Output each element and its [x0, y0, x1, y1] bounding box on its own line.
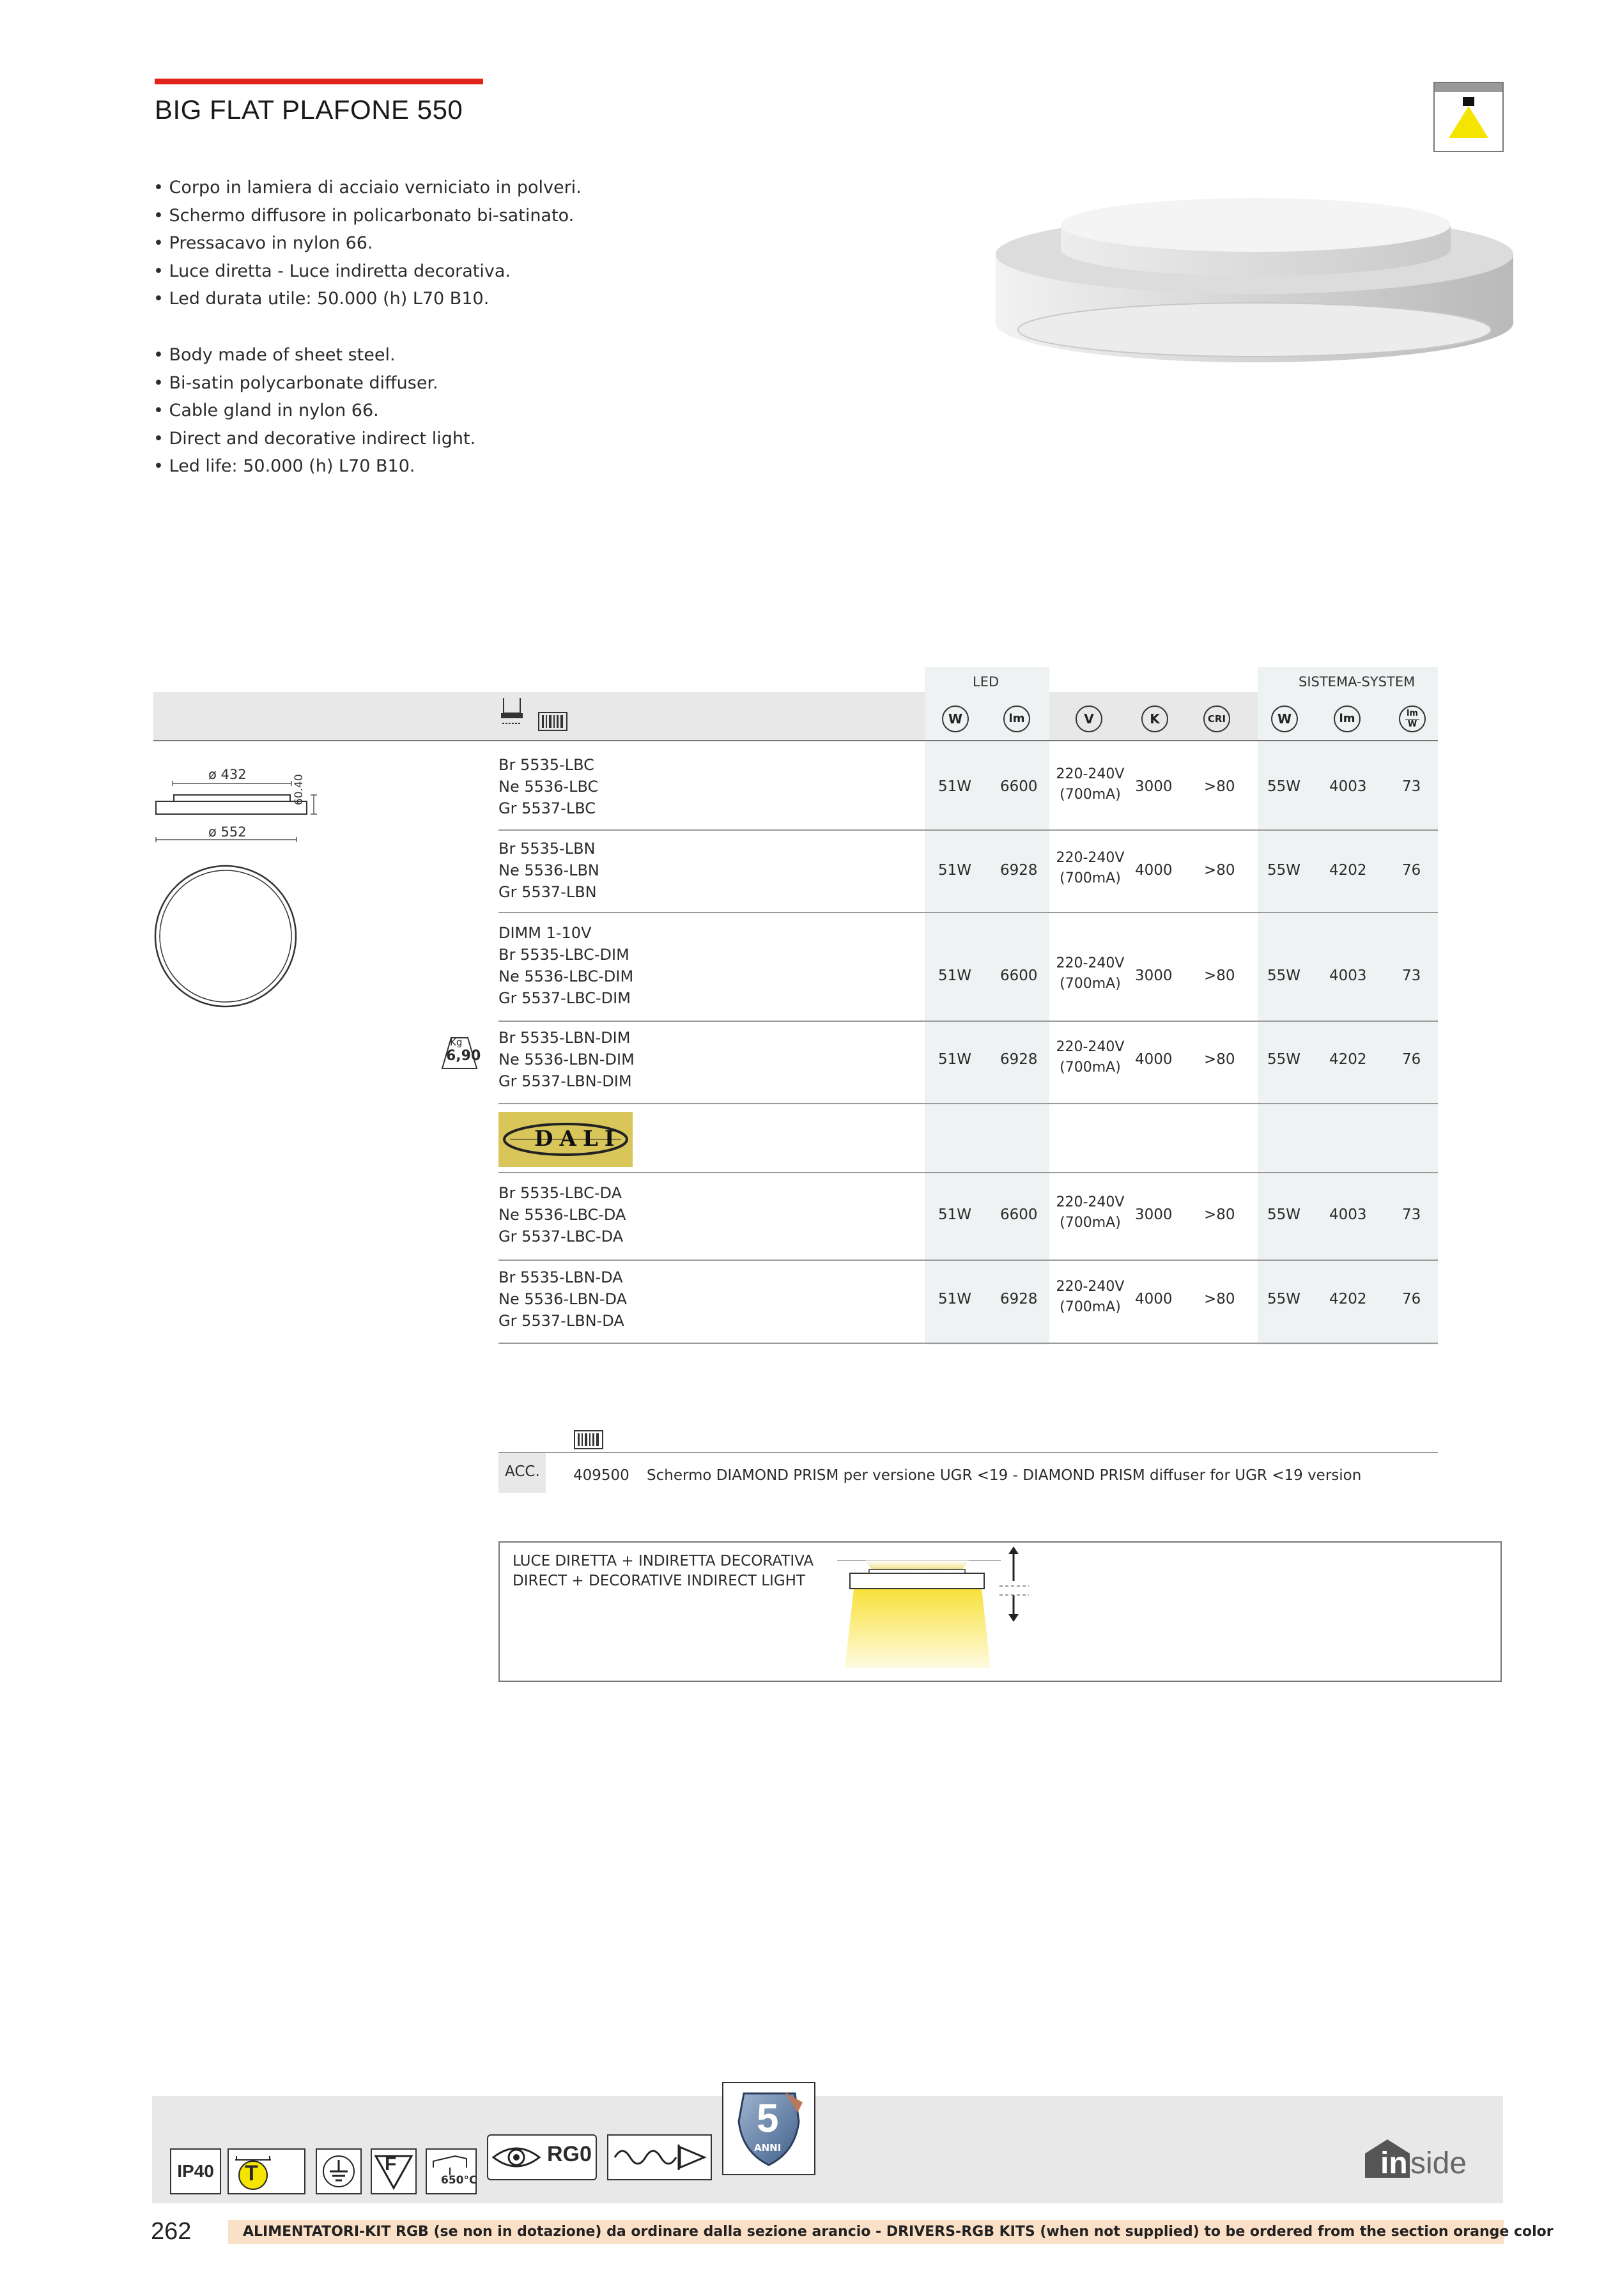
cri-value: >80	[1204, 778, 1235, 795]
system-lumen: 4202	[1329, 862, 1367, 879]
voltage: 220-240V (700mA)	[1056, 766, 1125, 803]
color-temperature: 4000	[1135, 1051, 1173, 1068]
feature-en: • Direct and decorative indirect light.	[153, 428, 476, 449]
cri-icon: CRI	[1203, 705, 1230, 732]
accessory-label: ACC.	[505, 1463, 540, 1480]
header-separator	[153, 740, 1438, 741]
table-row-codes: Br 5535-LBN-DIM Ne 5536-LBN-DIM Gr 5537-LBN-DIM	[498, 1029, 635, 1090]
feature-it: • Corpo in lamiera di acciaio verniciato in polveri.	[153, 178, 582, 197]
system-watt: 55W	[1267, 778, 1301, 795]
top-diameter-label: ø 432	[208, 767, 247, 782]
page-title: BIG FLAT PLAFONE 550	[155, 95, 463, 125]
feature-en: • Cable gland in nylon 66.	[153, 401, 379, 420]
system-lumen: 4003	[1329, 778, 1367, 795]
features-italian	[153, 174, 582, 313]
efficiency: 76	[1402, 1051, 1421, 1068]
led-watt: 51W	[938, 778, 972, 795]
led-lumen: 6600	[1000, 778, 1038, 795]
table-header-band	[153, 692, 1438, 741]
drivers-note: ALIMENTATORI-KIT RGB (se non in dotazione) da ordinare dalla sezione arancio - DRIVERS-RGB KITS (when not supplied) to be ordered from the section orange color	[243, 2224, 1554, 2240]
table-row-codes: Br 5535-LBC Ne 5536-LBC Gr 5537-LBC	[498, 756, 599, 817]
feature-it: • Pressacavo in nylon 66.	[153, 233, 373, 253]
system-column-shade	[1258, 667, 1438, 1344]
page-number: 262	[151, 2218, 192, 2245]
accessory-code: 409500	[573, 1467, 629, 1484]
system-watt: 55W	[1267, 1206, 1301, 1223]
color-temperature: 3000	[1135, 967, 1173, 984]
height-label: 60.40	[293, 774, 305, 805]
barcode-icon	[538, 712, 567, 734]
led-watt: 51W	[938, 967, 972, 984]
table-row-codes: Br 5535-LBN-DA Ne 5536-LBN-DA Gr 5537-LBN-DA	[498, 1268, 628, 1330]
row-separator	[498, 1260, 1438, 1261]
accessory-barcode-icon	[574, 1430, 603, 1452]
t-mark: T	[245, 2161, 258, 2185]
table-row-codes: Br 5535-LBC-DA Ne 5536-LBC-DA Gr 5537-LBC-DA	[498, 1184, 626, 1245]
color-temperature: 3000	[1135, 1206, 1173, 1223]
efficiency: 73	[1402, 1206, 1421, 1223]
efficiency-icon: lm W	[1399, 705, 1426, 732]
voltage: 220-240V (700mA)	[1056, 850, 1125, 886]
watt-icon: W	[942, 705, 969, 732]
cri-value: >80	[1204, 967, 1235, 984]
title-accent-bar	[155, 79, 483, 84]
glow-wire-icon	[426, 2148, 477, 2194]
row-separator	[498, 1343, 1438, 1344]
accessory-separator	[498, 1452, 1438, 1453]
row-separator	[498, 1172, 1438, 1173]
inside-logo-in: in	[1380, 2146, 1408, 2180]
system-lumen: 4202	[1329, 1291, 1367, 1307]
feature-it: • Luce diretta - Luce indiretta decorativa.	[153, 261, 511, 281]
system-watt: 55W	[1267, 862, 1301, 879]
weight-value: 6,90	[446, 1048, 481, 1064]
glow-wire-temp: 650°C	[441, 2174, 477, 2187]
led-watt: 51W	[938, 1206, 972, 1223]
voltage: 220-240V (700mA)	[1056, 1279, 1125, 1315]
efficiency: 76	[1402, 862, 1421, 879]
system-lumen-icon: lm	[1334, 705, 1361, 732]
dimmable-wave-icon	[607, 2134, 712, 2180]
voltage: 220-240V (700mA)	[1056, 955, 1125, 992]
efficiency: 73	[1402, 967, 1421, 984]
system-group-label: SISTEMA-SYSTEM	[1299, 674, 1416, 690]
feature-en: • Bi-satin polycarbonate diffuser.	[153, 373, 438, 393]
dimm-label: DIMM 1-10V	[498, 924, 592, 942]
table-row-codes: Br 5535-LBN Ne 5536-LBN Gr 5537-LBN	[498, 840, 599, 901]
cri-value: >80	[1204, 1291, 1235, 1307]
feature-en: • Body made of sheet steel.	[153, 345, 396, 365]
color-temperature: 4000	[1135, 1291, 1173, 1307]
light-distribution-diagram	[837, 1546, 1048, 1677]
system-lumen: 4003	[1329, 967, 1367, 984]
warranty-years: 5	[757, 2097, 779, 2141]
system-lumen: 4003	[1329, 1206, 1367, 1223]
led-column-shade	[925, 667, 1049, 1344]
system-watt: 55W	[1267, 1291, 1301, 1307]
color-temperature: 4000	[1135, 862, 1173, 879]
efficiency: 73	[1402, 778, 1421, 795]
voltage: 220-240V (700mA)	[1056, 1194, 1125, 1231]
cri-value: >80	[1204, 1051, 1235, 1068]
table-row-codes: DIMM 1-10V Br 5535-LBC-DIM Ne 5536-LBC-DIM Gr 5537-LBC-DIM	[498, 922, 633, 1009]
cri-value: >80	[1204, 1206, 1235, 1223]
system-watt-icon: W	[1271, 705, 1298, 732]
row-separator	[498, 1021, 1438, 1022]
led-lumen: 6928	[1000, 1051, 1038, 1068]
features-english	[153, 341, 475, 481]
system-lumen: 4202	[1329, 1051, 1367, 1068]
ceiling-light-category-icon	[1433, 82, 1504, 152]
color-temperature: 3000	[1135, 778, 1173, 795]
side-view-drawing	[153, 781, 332, 854]
efficiency: 76	[1402, 1291, 1421, 1307]
bottom-diameter-label: ø 552	[208, 824, 247, 840]
lumen-icon: lm	[1003, 705, 1030, 732]
t-mark-badge	[228, 2148, 305, 2194]
warranty-unit: ANNI	[754, 2142, 782, 2153]
row-separator	[498, 912, 1438, 913]
feature-it: • Schermo diffusore in policarbonato bi-satinato.	[153, 205, 575, 226]
led-lumen: 6600	[1000, 1206, 1038, 1223]
kelvin-icon: K	[1141, 705, 1168, 732]
ip-rating-badge: IP40	[170, 2148, 221, 2194]
dali-label: DALI	[534, 1126, 621, 1152]
accessory-description: Schermo DIAMOND PRISM per versione UGR <19 - DIAMOND PRISM diffuser for UGR <19 version	[647, 1467, 1362, 1484]
voltage: 220-240V (700mA)	[1056, 1039, 1125, 1075]
system-watt: 55W	[1267, 1051, 1301, 1068]
ground-icon	[316, 2148, 362, 2194]
led-lumen: 6928	[1000, 862, 1038, 879]
led-watt: 51W	[938, 1051, 972, 1068]
light-distribution-label: LUCE DIRETTA + INDIRETTA DECORATIVA DIRECT + DECORATIVE INDIRECT LIGHT	[513, 1553, 814, 1589]
row-separator	[498, 1103, 1438, 1104]
led-lumen: 6600	[1000, 967, 1038, 984]
weight-unit: Kg	[450, 1036, 463, 1048]
feature-en: • Led life: 50.000 (h) L70 B10.	[153, 456, 415, 476]
cri-value: >80	[1204, 862, 1235, 879]
risk-group: RG0	[547, 2142, 592, 2166]
row-separator	[498, 829, 1438, 831]
led-watt: 51W	[938, 1291, 972, 1307]
top-view-drawing	[152, 863, 299, 1012]
mounting-icon	[497, 695, 527, 734]
inside-logo-side: side	[1410, 2146, 1467, 2180]
voltage-icon: V	[1076, 705, 1102, 732]
feature-it: • Led durata utile: 50.000 (h) L70 B10.	[153, 289, 490, 309]
led-group-label: LED	[973, 674, 999, 690]
led-watt: 51W	[938, 862, 972, 879]
product-image	[989, 185, 1513, 367]
led-lumen: 6928	[1000, 1291, 1038, 1307]
f-mark: F	[385, 2153, 397, 2175]
system-watt: 55W	[1267, 967, 1301, 984]
